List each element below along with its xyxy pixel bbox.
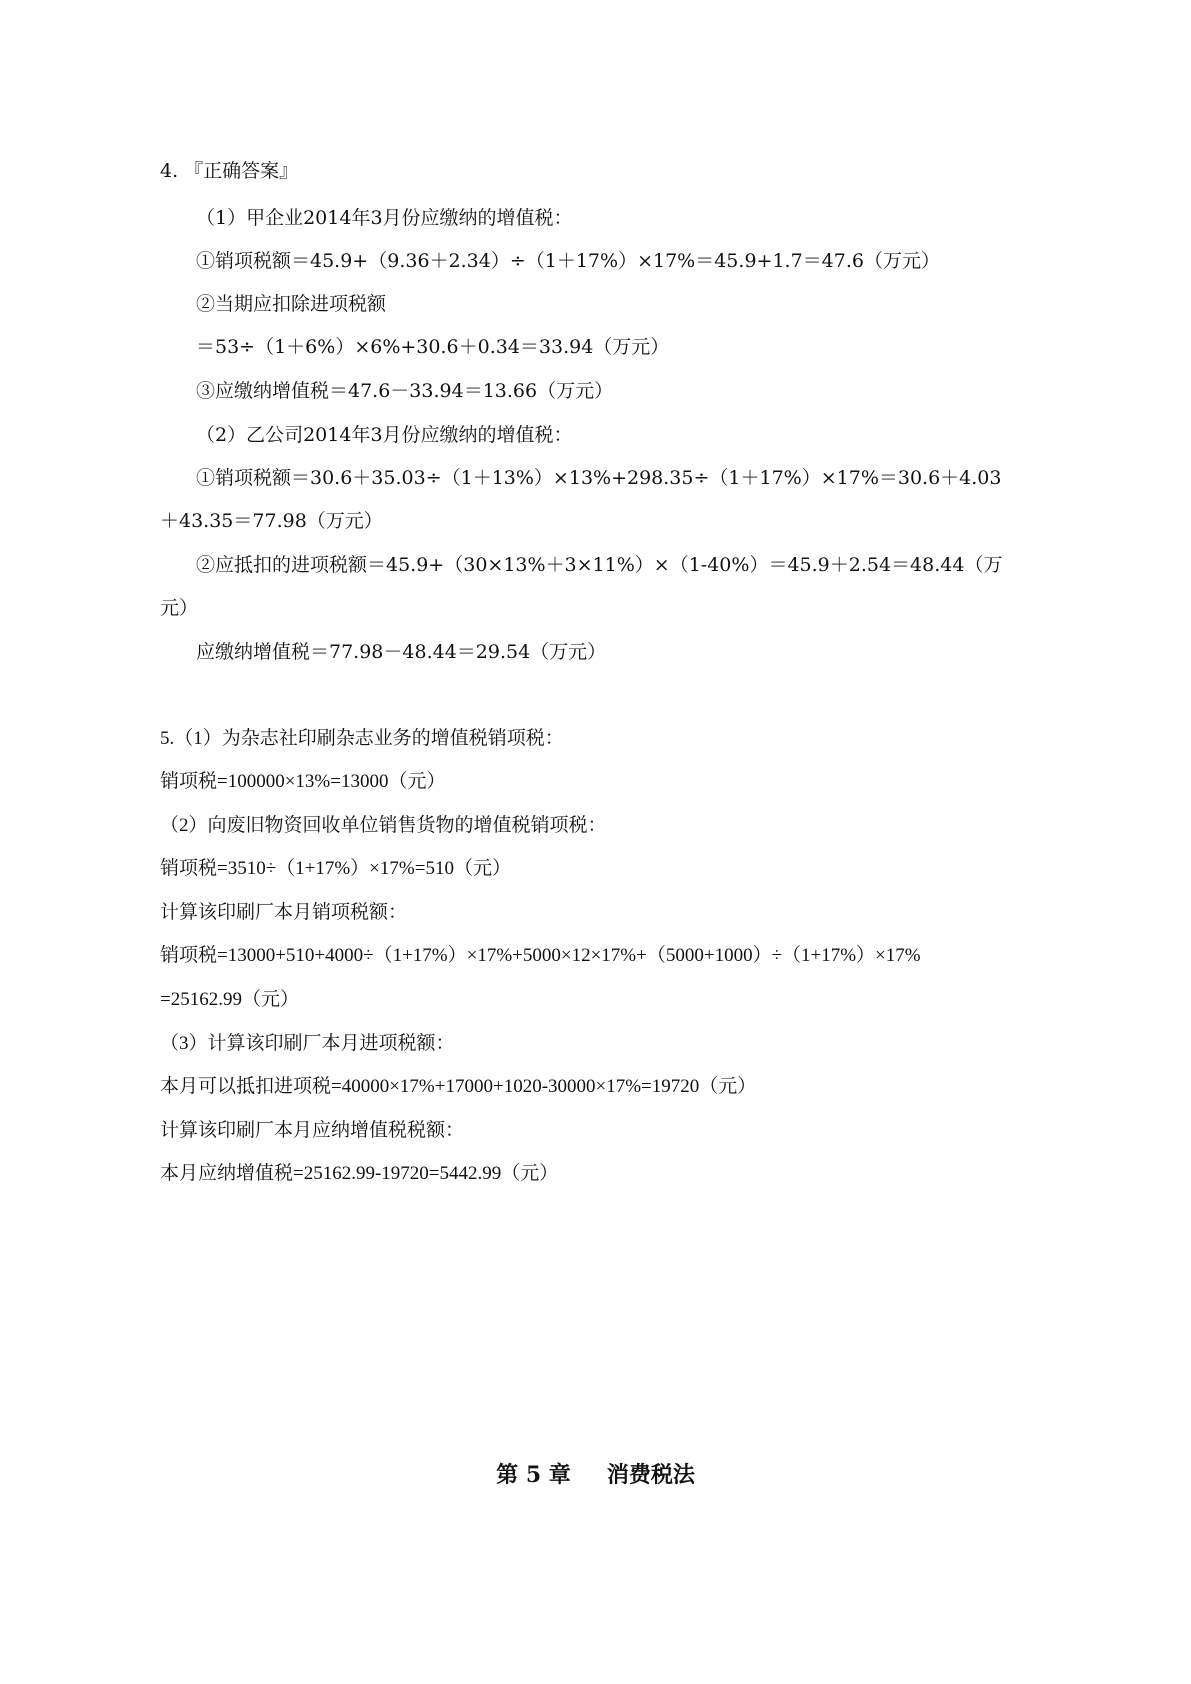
q5-line10: 计算该印刷厂本月应纳增值税税额： <box>160 1120 465 1141</box>
q5-line8: （3）计算该印刷厂本月进项税额： <box>160 1033 455 1054</box>
q4-part1-line4: ③应缴纳增值税＝47.6－33.94＝13.66（万元） <box>196 380 614 402</box>
q4-part2-line1a: ①销项税额＝30.6＋35.03÷（1＋13%）×13%+298.35÷（1＋17%）×17%＝30.6＋4.03 <box>196 467 1002 489</box>
q5-line1: 5.（1）为杂志社印刷杂志业务的增值税销项税： <box>160 728 564 749</box>
q4-part2-line1b: ＋43.35＝77.98（万元） <box>160 510 383 532</box>
q5-line4: 销项税=3510÷（1+17%）×17%=510（元） <box>160 858 511 879</box>
q4-part1-title: （1）甲企业2014年3月份应缴纳的增值税： <box>196 207 573 229</box>
q4-heading: 4. 『正确答案』 <box>160 160 299 182</box>
q4-part1-line1: ①销项税额＝45.9+（9.36＋2.34）÷（1＋17%）×17%＝45.9+1.7＝47.6（万元） <box>196 250 940 272</box>
chapter-number: 第 5 章 <box>496 1462 571 1488</box>
q4-part2-title: （2）乙公司2014年3月份应缴纳的增值税： <box>196 424 573 446</box>
chapter-heading <box>0 1460 1191 1490</box>
q4-part2-line3: 应缴纳增值税＝77.98－48.44＝29.54（万元） <box>196 641 607 663</box>
q5-line7: =25162.99（元） <box>160 989 299 1010</box>
q5-line5: 计算该印刷厂本月销项税额： <box>160 902 408 923</box>
q5-line2: 销项税=100000×13%=13000（元） <box>160 771 446 792</box>
q5-line6: 销项税=13000+510+4000÷（1+17%）×17%+5000×12×17%+（5000+1000）÷（1+17%）×17% <box>160 945 921 966</box>
q5-line11: 本月应纳增值税=25162.99-19720=5442.99（元） <box>160 1163 559 1184</box>
q4-part2-line2b: 元） <box>160 597 199 619</box>
q5-line3: （2）向废旧物资回收单位销售货物的增值税销项税： <box>160 815 607 836</box>
q5-line9: 本月可以抵扣进项税=40000×17%+17000+1020-30000×17%=19720（元） <box>160 1076 757 1097</box>
q4-part1-line3: ＝53÷（1＋6%）×6%+30.6＋0.34＝33.94（万元） <box>196 336 670 358</box>
q4-part1-line2: ②当期应扣除进项税额 <box>196 293 387 315</box>
q4-part2-line2a: ②应抵扣的进项税额＝45.9+（30×13%＋3×11%）×（1-40%）＝45.9＋2.54＝48.44（万 <box>196 554 1003 576</box>
chapter-title: 消费税法 <box>606 1462 695 1488</box>
